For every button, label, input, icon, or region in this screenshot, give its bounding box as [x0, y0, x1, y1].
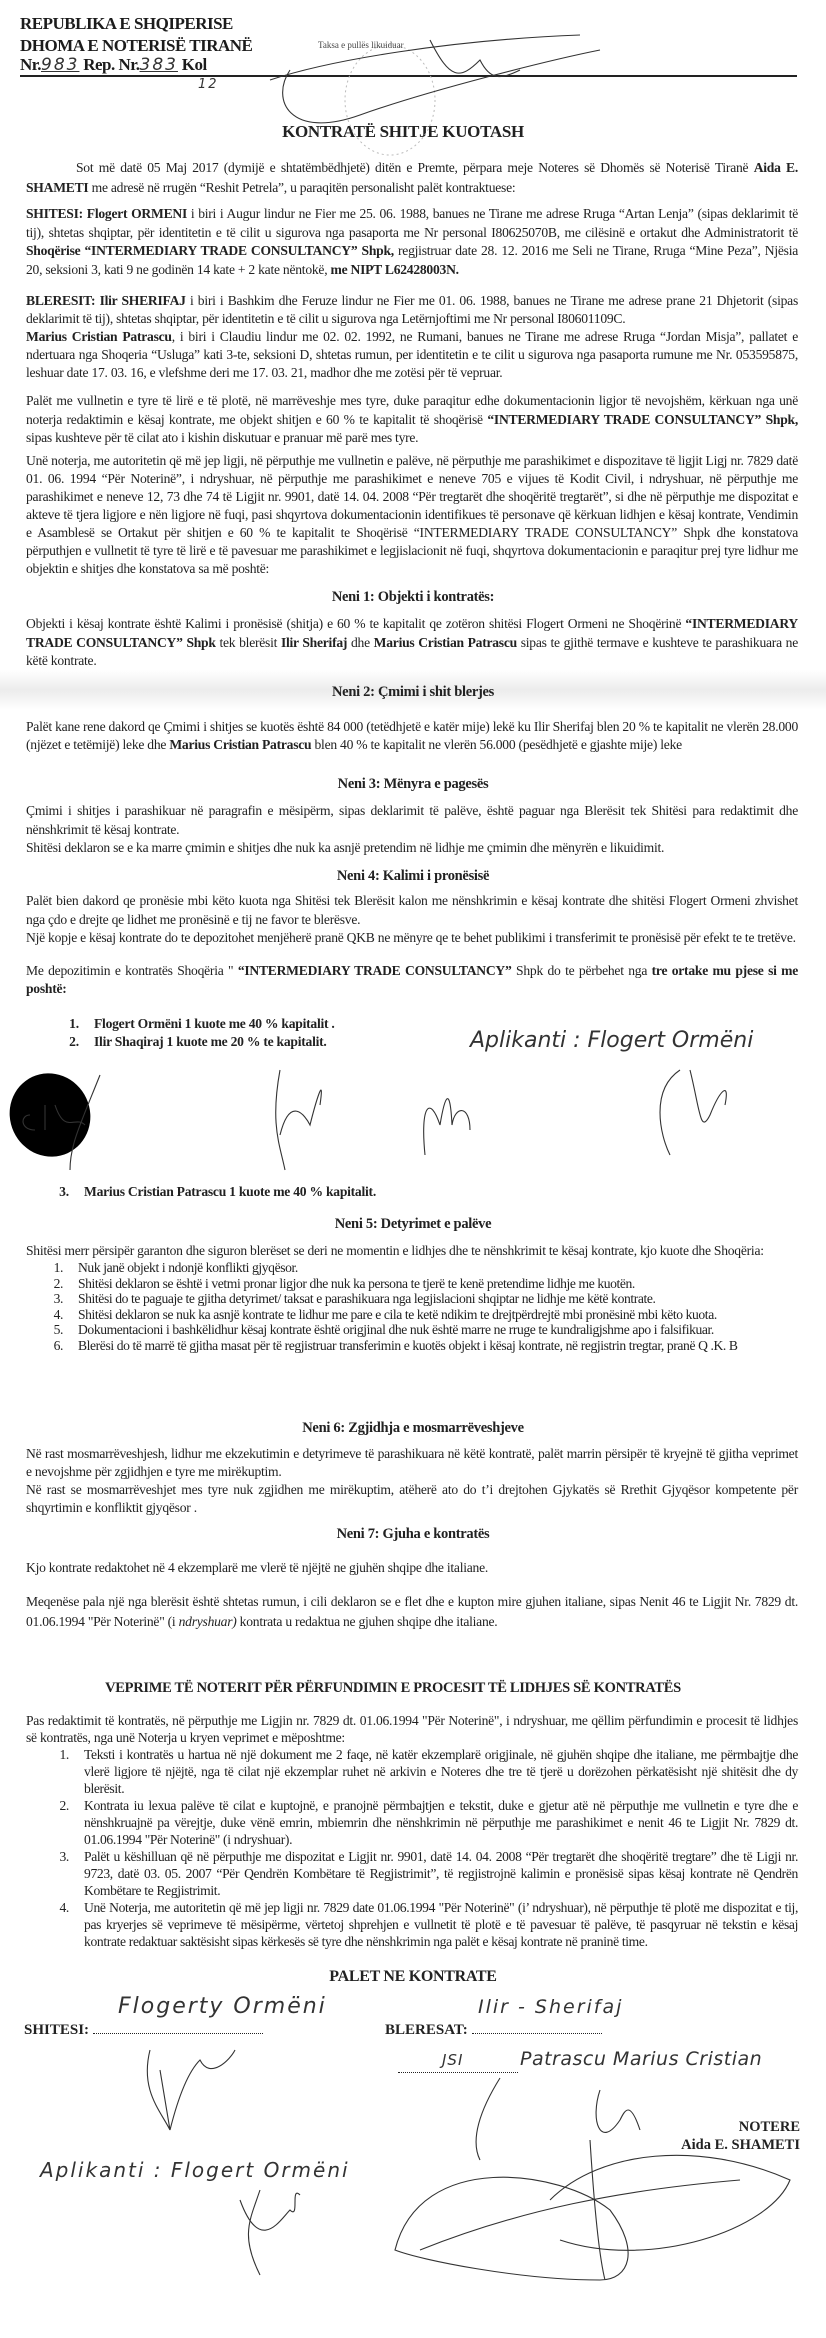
handwritten-buyer2-name: Patrascu Marius Cristian [520, 2048, 763, 2070]
list-item: 5. Dokumentacioni i bashkëlidhur kësaj kontrate është origjinal dhe nuk është marre ne rruge te kundraligjshme apo i falsifikuar. [66, 1322, 798, 1338]
shareholders-list-2 [26, 1182, 798, 1202]
consent-company: “INTERMEDIARY TRADE CONSULTANCY” Shpk, [487, 411, 798, 427]
neni3-text: Çmimi i shitjes i parashikuar në paragrafin e mësipërm, sipas deklarimit të palëve, është paguar nga Blerësit tek Shitësi para redaktimit dhe nënshkrimit të kësaj kontrate. [26, 803, 798, 837]
notary-name: Aida E. SHAMETI [26, 160, 798, 195]
parties-title: PALET NE KONTRATE [329, 1968, 497, 1985]
neni7-paragraph: Kjo kontrate redaktohet në 4 ekzemplarë me vlerë të njëjtë ne gjuhën shqipe dhe italiane. [26, 1560, 489, 1575]
consent-text-2: sipas kushteve për të cilat ato i kishin diskutuar e pranuar më parë mes tyre. [26, 430, 419, 445]
list-item: 2. Ilir Shaqiraj 1 kuote me 20 % te kapitalit. [82, 1033, 422, 1052]
neni5-list [26, 1260, 798, 1353]
neni6-paragraph [26, 1445, 798, 1517]
handwritten-applicant: Aplikanti : Flogert Ormëni [470, 1028, 754, 1053]
neni7-italic: ndryshuar) [178, 1613, 237, 1629]
neni1-buyer2: Marius Cristian Patrascu [373, 634, 517, 650]
list-item: 6. Blerësi do të marrë të gjitha masat për të regjistruar transferimin e kuotës objekt i kësaj kontrate, në regjistrin tregtar, pranë Q .K. B [66, 1338, 798, 1354]
neni2-text: Palët kane rene dakord qe Çmimi i shitjes se kuotës është 84 000 (tetëdhjetë e katër mije) lekë ku Ilir Sherifaj blen 20 % te kapitalit ne vlerën 28.000 (njëzet e tetëmijë) leke dhe [26, 719, 798, 752]
neni5-paragraph [26, 1242, 798, 1353]
neni1-text-3: dhe [347, 634, 374, 650]
list-item: 3. Marius Cristian Patrascu 1 kuote me 40 % kapitalit. [72, 1182, 798, 1202]
list-item: 3. Palët u këshilluan që në përputhje me dispozitat e Ligjit nr. 9901, datë 14. 04. 2008 “Për tregtarët dhe shoqëritë tregtare” dhe të Ligji nr. 9723, datë 03. 05. 2007 “Për Qendrën Kombëtare të Regjistrimit”, të regjistrojnë kalimin e pronësisë sipas kësaj kontrate në Qendrën Kombëtare te Regjistrimit. [72, 1848, 798, 1899]
neni7-text-2: kontrata u redaktua ne gjuhen shqipe dhe italiane. [236, 1613, 498, 1629]
buyer2-text: , i biri i Claudiu lindur me 02. 02. 1992, ne Rumani, banues ne Tirane me adrese Rruga “Jordan Misja”, pallatet e ndertuara nga Shoqeria “Usluga” kati 3-te, seksioni D, shtetas rumun, per identitetin e te cilit u sigurova nga pasaporta rumune me Nr. 053595875, leshuar date 17. 03. 16, e vlefshme deri me 17. 03. 21, madhor dhe me zotësi për të vepruar. [26, 329, 798, 380]
buyers-sign-label: BLERESAT: [385, 2022, 468, 2038]
list-item: 4. Shitësi deklaron se nuk ka asnjë kontrate te lidhur me pare e cila te ketë ndikim te drejtpërdrejtë mbi pronësinë mbi këto kuota. [66, 1307, 798, 1323]
handwritten-seller-name: Flogerty Ormëni [118, 1994, 327, 2019]
neni7-text: Meqenëse pala një nga blerësit është shtetas rumun, i cili deklaron se e flet dhe e kupton mire gjuhen italiane, sipas Nenit 46 te Ligjit Nr. 7829 dt. 01.06.1994 "Për Noterinë" (i [26, 1594, 798, 1629]
consent-text: Palët me vullnetin e tyre të lirë e të plotë, në marrëveshje mes tyre, duke paraqitur edhe dokumentacionin ligjor të nevojshëm, kërkuan nga unë noterja redaktimin e kësaj kontrate, me objekt shitjen e 60 % te kapitalit të shoqërisë [26, 393, 798, 427]
notary-actions-title: VEPRIME TË NOTERIT PËR PËRFUNDIMIN E PROCESIT TË LIDHJES SË KONTRATËS [105, 1680, 681, 1696]
neni3-paragraph [26, 802, 798, 858]
notary-role: NOTERE [738, 2119, 800, 2135]
list-item: 4. Unë Noterja, me autoritetin që më jep ligji nr. 7829 date 01.06.1994 "Për Noterinë" (i’ ndryshuar), në përputhje të plotë me dispozitat e tij, pas kryerjes së veprimeve të mësipërme, vërtetoj shprehjen e vullnetit të plotë e të pavesuar të palëve, të pasqyruar në tekstin e kësaj kontrate redaktuar saktësisht sipas kërkesës së tyre dhe nënshkrimin nga palët e kësaj kontrate në praninë time. [72, 1899, 798, 1950]
intro-paragraph [26, 158, 798, 197]
handwritten-buyer1-name: Ilir - Sherifaj [478, 1996, 624, 2018]
list-item: 1. Teksti i kontratës u hartua në një dokument me 2 faqe, në katër ekzemplarë origjinale, në gjuhën shqipe dhe italiane, me përmbajtje dhe vlerë ligjore të njëjtë, nga të cilat një ekzemplar ruhet në arkivin e Noteres dhe tre të tjerë u dorëzohen përkatësisht një shitësit dhe dy blerësit. [72, 1746, 798, 1797]
actions-intro: Pas redaktimit të kontratës, në përputhje me Ligjin nr. 7829 dt. 01.06.1994 "Për Noterinë", i ndryshuar, me qëllim përfundimin e procesit të lidhjes së kontratës, nga unë Noterja u kryen veprimet e mëposhtme: [26, 1713, 798, 1745]
neni6-text-2: Në rast se mosmarrëveshjet mes tyre nuk zgjidhen me mirëkuptim, atëherë ato do t’i drejtohen Gjykatës së Rrethit Gjyqësor kompetente për shqyrtimin e konfliktit gjyqësor . [26, 1482, 798, 1515]
shareholders-list [26, 1015, 422, 1052]
list-item: 2. Kontrata iu lexua palëve të cilat e kuptojnë, e pranojnë përmbajtjen e tekstit, duke e gjetur atë në përputhje me vullnetin e tyre dhe e nënshkruajnë pa vërejtje, duke vënë emrin, mbiemrin dhe nënshkrimin në përputhje me parashikimet e nenit 46 te Ligjit Nr. 7829 dt. 01.06.1994 "Për Noterinë" (i ndryshuar). [72, 1797, 798, 1848]
neni1-title: Neni 1: Objekti i kontratës: [331, 589, 495, 605]
rep-label: Rep. Nr. [83, 55, 140, 74]
rep-sub-number: 12 [198, 77, 219, 92]
nr-value: 983 [41, 55, 80, 75]
neni5-title: Neni 5: Detyrimet e palëve [334, 1216, 492, 1232]
neni7-title: Neni 7: Gjuha e kontratës [336, 1526, 490, 1542]
neni2-paragraph [26, 718, 798, 753]
seller-name: Flogert ORMENI [86, 206, 188, 221]
neni4-company: “INTERMEDIARY TRADE CONSULTANCY” [237, 962, 512, 978]
neni1-buyer1: Ilir Sherifaj [280, 634, 348, 650]
neni4-list-continued [26, 1182, 798, 1202]
intro-text: Sot më datë 05 Maj 2017 (dymijë e shtatëmbëdhjetë) ditën e Premte, përpara meje Noteres së Dhomës së Noterisë Tiranë [76, 160, 754, 175]
buyer1-text: i biri i Bashkim dhe Feruze lindur ne Fier me 01. 06. 1988, banues ne Tirane me adrese prane 21 Dhjetorit (sipas deklarimit të tij), shtetas shqiptar, për identitetin e të cilit u sigurova nga Letërnjoftimi me Nr personal I80601109C. [26, 293, 798, 326]
neni7-paragraph-2 [26, 1592, 798, 1631]
stamp-text: Taksa e pullës likuiduar [318, 40, 404, 50]
buyer1-name: Ilir SHERIFAJ [99, 293, 186, 308]
buyers-paragraph [26, 292, 798, 382]
neni4-title: Neni 4: Kalimi i pronësisë [336, 868, 490, 884]
list-item: 1. Nuk janë objekt i ndonjë konflikti gjyqësor. [66, 1260, 798, 1276]
seller-label: SHITESI: [26, 206, 83, 221]
seller-paragraph [26, 205, 798, 279]
signatures-row [0, 1070, 826, 1180]
consent-paragraph [26, 392, 798, 448]
neni4-text: Palët bien dakord qe pronësie mbi këto kuota nga Shitësi tek Blerësit kalon me nënshkrimin e kësaj kontrate dhe shitësi Flogert Ormeni zhvishet nga çdo e drejte qe lidhet me pronësinë e tij ne favor te blerësve. [26, 893, 798, 927]
seller-text: i biri i Augur lindur ne Fier me 25. 06. 1988, banues ne Tirane me adrese Rruga “Artan Lenja” (sipas deklarimit të tij), shtetas shqiptar, për identitetin e të cilit u sigurova nga pasaporta me Nr personal I80625070B, me cilësinë e ortakut dhe Administratorit të [26, 206, 798, 240]
list-item: 3. Shitësi do te paguaje te gjitha detyrimet/ taksat e parashikuara nga legjislacioni shqiptar ne lidhje me këtë kontrate. [66, 1291, 798, 1307]
neni4-text-3 [26, 962, 798, 999]
neni1-text-2: tek blerësit [215, 634, 281, 650]
neni2-text-2: blen 40 % te kapitalit ne vlerën 56.000 (pesëdhjetë e gjashte mije) leke [311, 736, 682, 752]
stamp-initials: JSI [442, 2051, 464, 2069]
neni4-p3a: Me depozitimin e kontratës Shoqëria " [26, 962, 238, 978]
neni2-title: Neni 2: Çmimi i shit blerjes [332, 684, 494, 700]
neni1-text-4: sipas te gjithë termave e kushteve te parashikuara ne këtë kontrate. [26, 634, 798, 668]
seller-company: Shoqërise “INTERMEDIARY TRADE CONSULTANCY” Shpk, [26, 243, 394, 258]
neni5-intro: Shitësi merr përsipër garanton dhe siguron blerëset se deri ne momentin e lidhjes dhe te nënshkrimit te kësaj kontrate, kjo kuote dhe Shoqëria: [26, 1243, 764, 1258]
handwritten-applicant-2: Aplikanti : Flogert Ormëni [40, 2158, 350, 2182]
seller-text-2: regjistruar date 28. 12. 2016 me Seli ne Tirane, Rruga “Mine Peza”, Njësia 20, seksioni 3, kati 9 ne godinën 14 kate + 2 kate nëntokë, [26, 243, 799, 277]
neni3-title: Neni 3: Mënyra e pagesës [337, 776, 489, 792]
rep-value: 383 [139, 55, 178, 75]
buyers-label: BLERESIT: [26, 293, 96, 308]
notary-paragraph: Unë noterja, me autoritetin që më jep ligji, në përputhje me vullnetin e palëve, në përputhje me parashikimet e dispozitave të ligjit Ligj nr. 7829 datë 01. 06. 1994 “Për Noterinë”, i ndryshuar, në përputhje me parashikimet e neneve 705 e vijues të Kodit Civil, i ndryshuar, në përputhje me parashikimet e neneve 12, 73 dhe 74 të Ligjit nr. 9901, datë 14. 04. 2008 “Për tregtarët dhe shoqëritë tregtarët”, si dhe në përputhje me dispozitat e akteve të tjera ligjore e nën ligjore në fuqi, pasi shqyrtova dokumentacionin identifikues të personave që kërkuan lidhjen e kësaj kontrate, Vendimin e Asamblesë se Ortakut për shitjen e 60 % te kapitalit te Shoqërisë “INTERMEDIARY TRADE CONSULTANCY” Shpk dhe konstatova përputhjen e vullnetit të tyre të lirë e të pavesuar me parashikimet e legjislacionit në fuqi, shqyrtova dokumentacionin e paraqitur prej tyre lidhur me objektin e shitjes dhe konstatova sa më poshtë: [26, 453, 798, 576]
seller-nipt: me NIPT L62428003N. [330, 261, 459, 277]
seller-sign-label: SHITESI: [24, 2022, 90, 2038]
header-chamber: DHOMA E NOTERISË TIRANË [20, 36, 253, 55]
neni6-text: Në rast mosmarrëveshjesh, lidhur me ekzekutimin e detyrimeve të parashikuara në këtë kontratë, palët marrin përsipër të kryejnë të gjitha veprimet e nevojshme për zgjidhjen e tyre me mirëkuptim. [26, 1446, 798, 1479]
notary-block [650, 2118, 800, 2154]
neni4-p3d: tre ortake mu pjese si me poshtë: [26, 962, 799, 996]
notary-seal-signature [250, 20, 670, 150]
header-numbers [20, 55, 207, 75]
list-item: 2. Shitësi deklaron se është i vetmi pronar ligjor dhe nuk ka persona te tjerë te kenë pretendime lidhje me kuotën. [66, 1276, 798, 1292]
kol-label: Kol [181, 55, 207, 74]
notary-actions [26, 1712, 798, 1950]
neni6-title: Neni 6: Zgjidhja e mosmarrëveshjeve [302, 1420, 524, 1436]
neni2-buyer: Marius Cristian Patrascu [169, 736, 312, 752]
list-item: 1. Flogert Ormëni 1 kuote me 40 % kapitalit . [82, 1015, 422, 1034]
header-republic: REPUBLIKA E SHQIPERISE [20, 14, 233, 33]
document-title: KONTRATË SHITJE KUOTASH [282, 122, 524, 141]
neni1-paragraph [26, 615, 798, 671]
notary-sign-name: Aida E. SHAMETI [681, 2137, 800, 2153]
actions-list [26, 1746, 798, 1950]
neni4-p3c: Shpk do te përbehet nga [511, 962, 652, 978]
neni4-text-2: Një kopje e kësaj kontrate do te depozitohet menjëherë pranë QKB ne mënyre qe te behet publikimi i transferimit te pronësisë për efekt te te tretëve. [26, 930, 796, 945]
nr-label: Nr. [20, 55, 42, 74]
neni1-company: “INTERMEDIARY TRADE CONSULTANCY” Shpk [26, 616, 798, 650]
buyer2-name: Marius Cristian Patrascu [26, 329, 172, 344]
neni1-text: Objekti i kësaj kontrate është Kalimi i pronësisë (shitja) e 60 % te kapitalit qe zotëron shitësi Flogert Ormeni ne Shoqërinë [26, 616, 686, 631]
intro-text-2: me adresë në rrugën “Reshit Petrela”, u paraqitën personalisht palët kontraktuese: [88, 179, 516, 195]
neni3-text-2: Shitësi deklaron se e ka marre çmimin e shitjes dhe nuk ka asnjë pretendim në lidhje me çmimin dhe mënyrën e likuidimit. [26, 840, 665, 855]
